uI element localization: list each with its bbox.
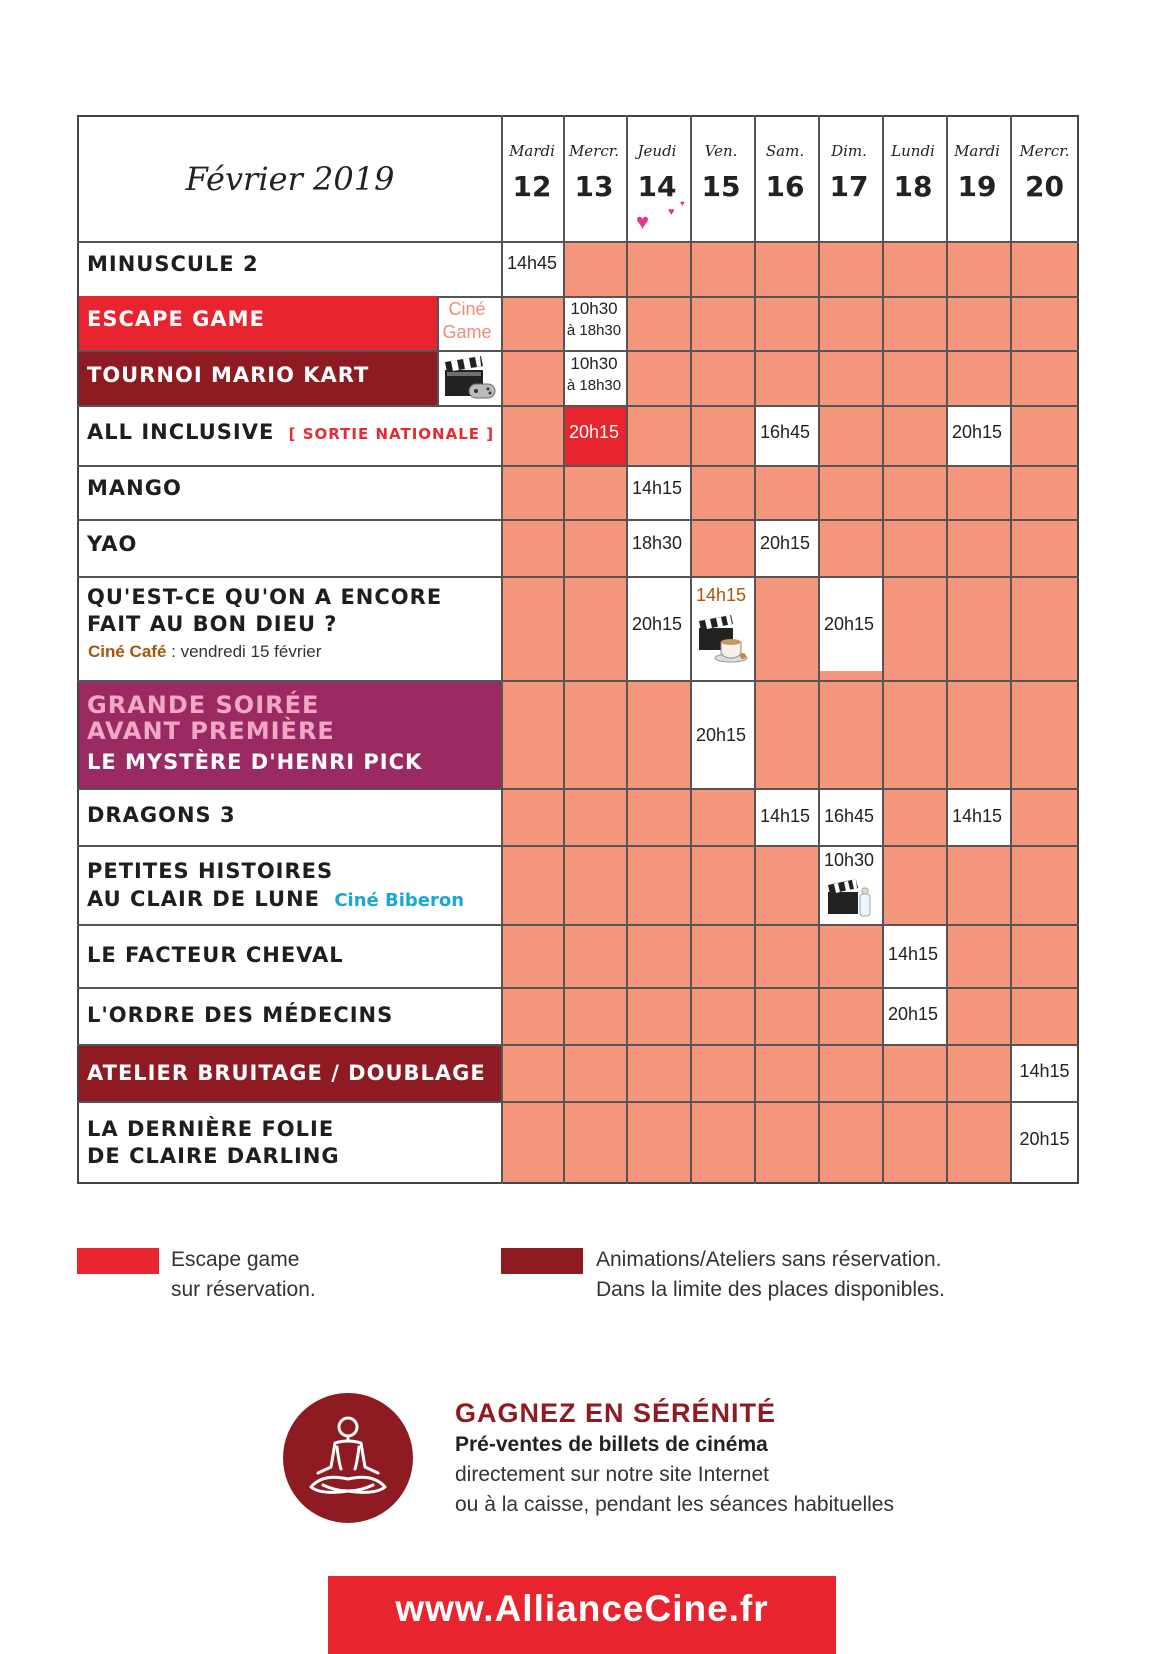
film-minuscule: MINUSCULE 2 (87, 252, 259, 276)
film-atelier-bruitage: ATELIER BRUITAGE / DOUBLAGE (87, 1061, 486, 1085)
film-escape-game: ESCAPE GAME (87, 307, 265, 331)
promo-title: GAGNEZ EN SÉRÉNITÉ (455, 1398, 777, 1428)
day-number: 16 (765, 170, 805, 203)
film-grande-soiree-line1: GRANDE SOIRÉE (87, 691, 320, 719)
showtime[interactable]: 14h45 (506, 253, 558, 273)
cine-cafe-date: : vendredi 15 février (166, 642, 322, 661)
col-divider (818, 115, 820, 1184)
cell-unavailable (882, 845, 1079, 924)
day-number: 17 (829, 170, 869, 203)
film-petites-histoires-line2-text: AU CLAIR DE LUNE (87, 887, 321, 911)
cine-game-line: Game (442, 322, 492, 342)
cell-unavailable (501, 296, 563, 350)
row-divider (77, 788, 1079, 790)
film-petites-histoires-line1: PETITES HISTOIRES (87, 859, 334, 883)
row-divider (77, 465, 1079, 467)
showtime[interactable]: 10h30 (823, 850, 875, 870)
showtime[interactable]: 16h45 (759, 422, 811, 442)
col-divider (563, 115, 565, 1184)
day-name: Mardi (954, 142, 1000, 160)
cine-cafe-note (88, 642, 321, 662)
film-grande-soiree-line2: AVANT PREMIÈRE (87, 717, 335, 745)
day-name: Dim. (831, 142, 867, 160)
cell-unavailable (818, 519, 1079, 576)
film-all-inclusive-title: ALL INCLUSIVE (87, 420, 275, 444)
film-dragons: DRAGONS 3 (87, 803, 236, 827)
showtime[interactable] (563, 298, 625, 342)
cell-unavailable (501, 405, 563, 465)
cell-unavailable (501, 987, 882, 1044)
day-number: 12 (512, 170, 552, 203)
cell-unavailable (501, 1101, 1010, 1184)
day-name: Jeudi (637, 142, 677, 160)
cell-unavailable (690, 465, 1079, 519)
cell-unavailable (754, 680, 1079, 788)
promo-line: directement sur notre site Internet (455, 1463, 769, 1486)
row-divider (77, 1044, 1079, 1046)
cell-unavailable (501, 680, 690, 788)
cell-unavailable (501, 350, 563, 405)
clapperboard-gamepad-icon (441, 352, 497, 402)
meditation-badge (283, 1393, 413, 1523)
showtime-start: 10h30 (570, 354, 618, 373)
clapperboard-coffee-icon (697, 612, 749, 664)
col-divider (626, 115, 628, 1184)
cell-unavailable (501, 845, 818, 924)
showtime[interactable]: 20h15 (823, 614, 875, 634)
film-bon-dieu-line1: QU'EST-CE QU'ON A ENCORE (87, 585, 443, 609)
film-derniere-folie-line1: LA DERNIÈRE FOLIE (87, 1117, 335, 1141)
row-divider (77, 1101, 1079, 1103)
legend-escape-line: Escape game (171, 1248, 300, 1271)
col-divider (754, 115, 756, 1184)
day-name: Sam. (765, 142, 805, 160)
legend-animations-line: Animations/Ateliers sans réservation. (596, 1248, 942, 1271)
cell-unavailable (946, 924, 1079, 987)
day-number: 18 (893, 170, 933, 203)
cell-unavailable (754, 576, 818, 680)
showtime[interactable]: 20h15 (887, 1004, 939, 1024)
day-number: 15 (701, 170, 741, 203)
showtime[interactable]: 20h15 (631, 614, 683, 634)
showtime[interactable]: 14h15 (1019, 1061, 1070, 1081)
film-mystere-henri-pick: LE MYSTÈRE D'HENRI PICK (87, 750, 423, 774)
day-name: Lundi (891, 142, 935, 160)
cine-cafe-label: Ciné Café (88, 642, 167, 661)
row-divider (77, 350, 1079, 352)
day-number: 19 (957, 170, 997, 203)
legend-escape-text (171, 1245, 316, 1305)
showtime[interactable]: 18h30 (631, 533, 683, 553)
day-name: Ven. (704, 142, 738, 160)
col-divider (946, 115, 948, 1184)
row-divider (77, 845, 1079, 847)
heart-icon: ♥ (636, 209, 650, 234)
legend-escape-swatch (77, 1248, 159, 1274)
promo-line: ou à la caisse, pendant les séances habituelles (455, 1493, 894, 1516)
website-link[interactable]: www.AllianceCine.fr (395, 1588, 769, 1629)
meditation-icon (283, 1393, 413, 1523)
showtime[interactable]: 20h15 (1019, 1129, 1070, 1149)
film-mario-kart: TOURNOI MARIO KART (87, 363, 370, 387)
row-divider (77, 519, 1079, 521)
heart-icon: ♥ (668, 206, 675, 218)
showtime[interactable]: 14h15 (695, 585, 747, 605)
cell-unavailable (882, 576, 1079, 680)
day-number: 20 (1025, 170, 1064, 203)
film-derniere-folie-line2: DE CLAIRE DARLING (87, 1144, 340, 1168)
day-name: Mercr. (568, 142, 620, 160)
showtime[interactable]: 20h15 (568, 422, 620, 442)
film-petites-histoires-line2 (87, 885, 464, 915)
cell-unavailable (1010, 788, 1079, 845)
cell-unavailable (1010, 405, 1079, 465)
row-divider (77, 241, 1079, 243)
cine-game-line: Ciné (448, 299, 486, 319)
cell-unavailable (690, 519, 754, 576)
film-bon-dieu-line2: FAIT AU BON DIEU ? (87, 612, 338, 636)
showtime-end: à 18h30 (566, 322, 622, 339)
cell-unavailable (818, 671, 882, 680)
showtime[interactable]: 16h45 (823, 806, 875, 826)
row-divider (77, 405, 1079, 407)
film-ordre-medecins: L'ORDRE DES MÉDECINS (87, 1003, 394, 1027)
cell-unavailable (501, 1044, 1010, 1101)
day-number: 13 (574, 170, 614, 203)
showtime[interactable]: 20h15 (695, 725, 747, 745)
showtime[interactable]: 14h15 (631, 478, 683, 498)
cell-unavailable (501, 788, 754, 845)
film-all-inclusive (87, 418, 494, 448)
col-divider (690, 115, 692, 1184)
heart-icon: ♥ (680, 199, 685, 208)
col-divider (501, 115, 503, 1184)
showtime[interactable]: 14h15 (951, 806, 1003, 826)
showtime[interactable]: 20h15 (759, 533, 811, 553)
row-divider (77, 680, 1079, 682)
cell-unavailable (563, 241, 1079, 296)
cine-game-label (437, 298, 497, 344)
row-divider (77, 576, 1079, 578)
legend-animations-swatch (501, 1248, 583, 1274)
showtime[interactable]: 14h15 (759, 806, 811, 826)
legend-animations-text (596, 1245, 945, 1305)
sortie-nationale-tag: [ SORTIE NATIONALE ] (288, 425, 495, 443)
film-facteur-cheval: LE FACTEUR CHEVAL (87, 943, 344, 967)
month-title: Février 2019 (185, 160, 395, 198)
cell-unavailable (882, 788, 946, 845)
film-yao: YAO (87, 532, 138, 556)
film-mango: MANGO (87, 476, 182, 500)
promo-line: Pré-ventes de billets de cinéma (455, 1433, 768, 1456)
cell-unavailable (501, 924, 882, 987)
showtime[interactable]: 20h15 (951, 422, 1003, 442)
day-number: 14 (637, 170, 677, 203)
showtime[interactable]: 14h15 (887, 944, 939, 964)
row-divider (437, 296, 1079, 298)
legend-escape-line: sur réservation. (171, 1278, 316, 1301)
day-name: Mercr. (1019, 142, 1070, 160)
legend-animations-line: Dans la limite des places disponibles. (596, 1278, 946, 1301)
row-divider (77, 987, 1079, 989)
showtime-end: à 18h30 (566, 377, 622, 394)
clapperboard-bottle-icon (826, 876, 874, 920)
cine-biberon-label: Ciné Biberon (334, 890, 465, 911)
row-divider (77, 924, 1079, 926)
cell-unavailable (946, 987, 1079, 1044)
col-divider (1010, 115, 1012, 1184)
showtime[interactable] (563, 353, 625, 397)
day-name: Mardi (509, 142, 555, 160)
showtime-start: 10h30 (570, 299, 618, 318)
